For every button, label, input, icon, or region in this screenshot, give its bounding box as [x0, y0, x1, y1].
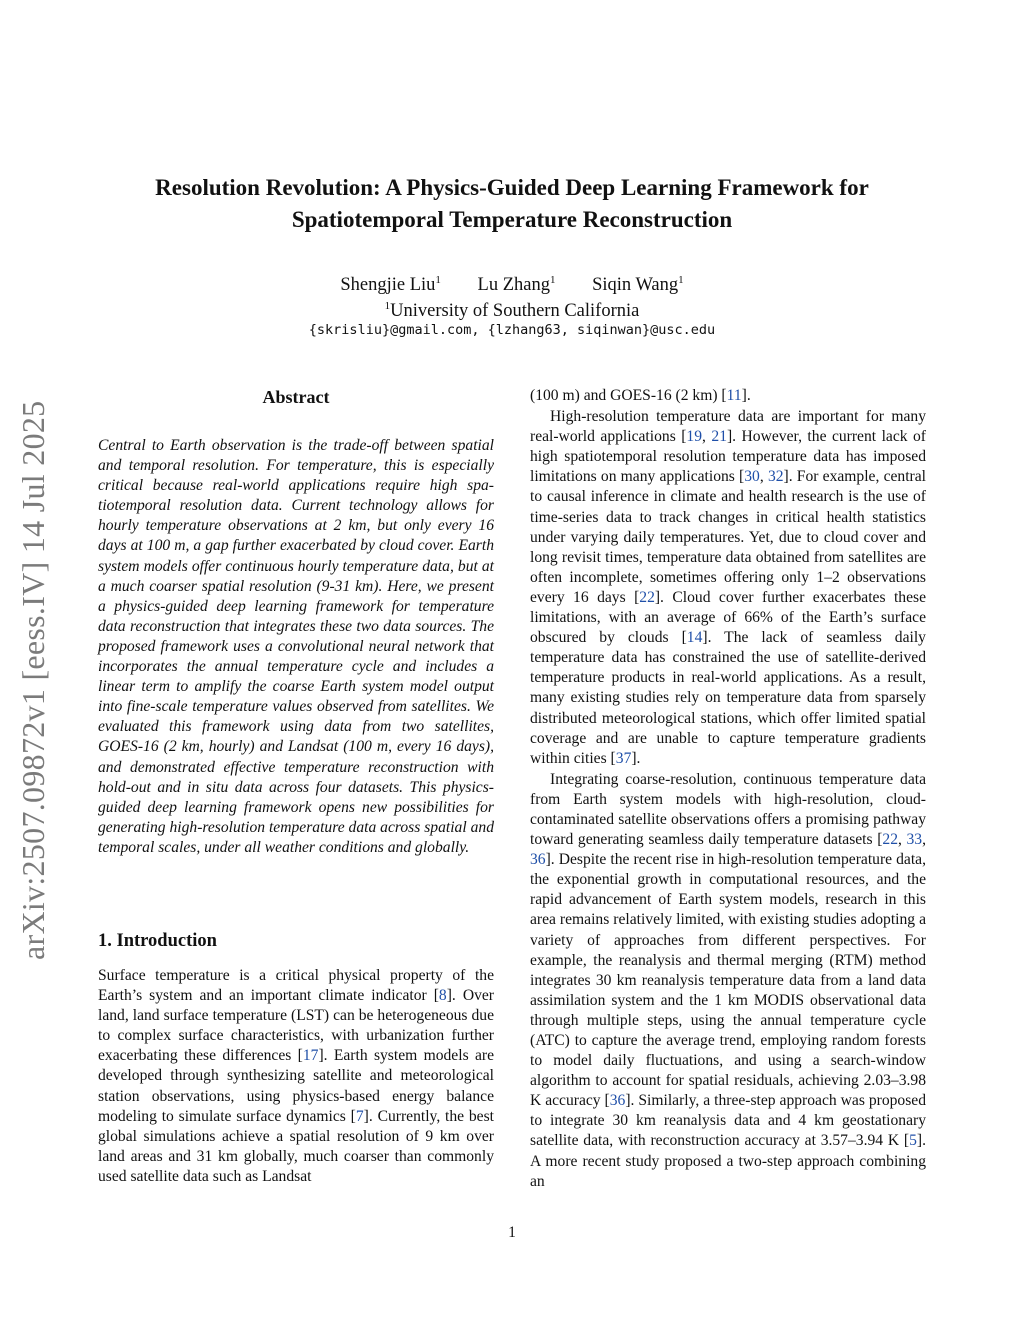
- title-line-1: Resolution Revolution: A Physics-Guided Deep Learning Framework for: [155, 175, 869, 200]
- paper-title: [80, 172, 944, 236]
- citation-link[interactable]: 32: [767, 468, 784, 486]
- citation-link[interactable]: 7: [355, 1107, 364, 1125]
- citation-link[interactable]: 22: [882, 831, 898, 849]
- section-heading-introduction: 1. Introduction: [98, 930, 217, 951]
- page-number: 1: [508, 1224, 516, 1241]
- citation-link[interactable]: 33: [906, 831, 923, 849]
- citation-link[interactable]: 30: [744, 468, 760, 486]
- intro-paragraph-1: Surface temperature is a critical physical property of the Earth’s system and an important climate indicator [8]. Over land, land surface temperature (LST) can be heterogeneous due to complex surface characteristics, with urbanization further exacerbating these differences [17]. Earth system models are developed through synthesizing satellite and meteorological station observations, using physics-based energy balance modeling to simulate surface dynamics [7]. Currently, the best global simulations achieve a spatial resolution of 9 km over land areas and 31 km globally, much coarser than commonly used satellite data such as Landsat: [98, 966, 494, 1185]
- author: Shengjie Liu$^1$: [340, 274, 441, 296]
- citation-link[interactable]: 36: [609, 1092, 626, 1110]
- author-list: [80, 268, 944, 297]
- citation-link[interactable]: 37: [615, 749, 632, 767]
- author: Lu Zhang$^1$: [477, 274, 556, 296]
- abstract-text: Central to Earth observation is the trade-off between spatial and temporal resolution. For temperature, this is especially critical because real-world applications require high spatiotemporal resolution data. Current technology allows for hourly temperature observations at 2 km, but only every 16 days at 100 m, a gap further exacerbated by cloud cover. Earth system models offer continuous hourly temperature data, but at a much coarser spatial resolution (9-31 km). Here, we present a physics-guided deep learning framework for temperature data reconstruction that integrates these two data sources. The proposed framework uses a convolutional neural network that incorporates the annual temperature cycle and includes a linear term to amplify the coarse Earth system model output into fine-scale temperature values observed from satellites. We evaluated this framework using data from two satellites, GOES-16 (2 km, hourly) and Landsat (100 m, every 16 days), and demonstrated effective temperature reconstruction with hold-out and in situ data across four datasets. This physics-guided deep learning framework opens new possibilities for generating high-resolution temperature data across spatial and temporal scales, under all weather conditions and globally.: [98, 437, 494, 856]
- right-column: [530, 386, 926, 1192]
- intro-paragraph-3: Integrating coarse-resolution, continuous temperature data from Earth system models with high-resolution, cloud-contaminated satellite observations offers a promising pathway toward generating seamless daily temperature datasets [22, 33, 36]. Despite the recent rise in high-resolution temperature data, the exponential growth in computational resources, and the rapid advancement of Earth system models, research in this area remains relatively limited, with existing studies adopting a variety of approaches from different perspectives. For example, the reanalysis and thermal merging (RTM) method integrates 30 km reanalysis temperature data from a land data assimilation system and the 1 km MODIS observational data through multiple steps, using the annual temperature cycle (ATC) to capture the average trend, employing random forests to model daily fluctuations, and using a search-window algorithm to account for spatial residuals, achieving 2.03–3.98 K accuracy [36]. Similarly, a three-step approach was proposed to integrate 30 km reanalysis data and 4 km geostationary satellite data, with reconstruction accuracy at 3.57–3.94 K [5]. A more recent study proposed a two-step approach combining an: [530, 770, 926, 1190]
- citation-link[interactable]: 36: [530, 851, 546, 869]
- citation-link[interactable]: 22: [639, 588, 655, 606]
- intro-paragraph-2: High-resolution temperature data are important for many real-world applications [19, 21]. However, the current lack of high spatiotemporal resolution temperature data has imposed limitations on many applications [30, 32]. For example, central to causal inference in climate and health research is the use of time-series data to track changes in critical health statistics under varying daily temperatures. Yet, due to cloud cover and long revisit times, temperature data obtained from satellites are often incomplete, sometimes offering only 1–2 observations every 16 days [22]. Cloud cover further exacerbates these limitations, with an average of 66% of the Earth’s surface obscured by clouds [14]. The lack of seamless daily temperature data has constrained the use of satellite-derived temperature products in real-world applications. As a result, many existing studies rely on temperature data from sparsely distributed meteorological stations, which offer limited spatial coverage and are unable to capture temperature gradients within cities [37].: [530, 408, 927, 767]
- abstract-heading: Abstract: [262, 387, 330, 407]
- citation-link[interactable]: 19: [686, 428, 703, 446]
- citation-link[interactable]: 11: [726, 387, 742, 404]
- intro-paragraph-1-continued: (100 m) and GOES-16 (2 km) [11].: [530, 387, 751, 404]
- left-column: [98, 384, 494, 1187]
- citation-link[interactable]: 17: [302, 1047, 319, 1065]
- author: Siqin Wang$^1$: [592, 274, 684, 296]
- citation-link[interactable]: 21: [711, 428, 727, 446]
- citation-link[interactable]: 8: [438, 987, 447, 1005]
- citation-link[interactable]: 14: [686, 629, 703, 647]
- citation-link[interactable]: 5: [909, 1132, 917, 1150]
- affiliation: $^1$University of Southern California: [384, 300, 640, 322]
- author-emails: {skrisliu}@gmail.com, {lzhang63, siqinwan}@usc.edu: [308, 322, 716, 338]
- arxiv-stamp[interactable]: arXiv:2507.09872v1 [eess.IV] 14 Jul 2025: [15, 400, 51, 960]
- title-line-2: Spatiotemporal Temperature Reconstruction: [291, 207, 733, 232]
